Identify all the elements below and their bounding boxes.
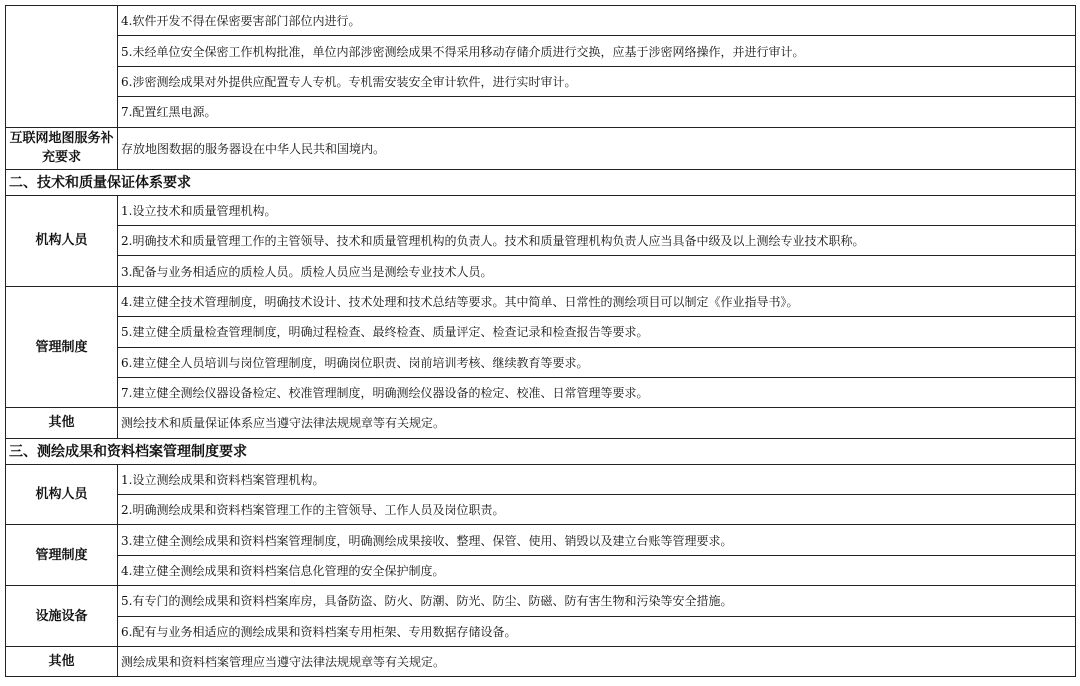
internet-map-text: 存放地图数据的服务器设在中华人民共和国境内。	[118, 127, 1076, 169]
table-row: 1.设立测绘成果和资料档案管理机构。	[118, 464, 1076, 494]
table-row: 6.建立健全人员培训与岗位管理制度，明确岗位职责、岗前培训考核、继续教育等要求。	[118, 347, 1076, 377]
table-row: 7.建立健全测绘仪器设备检定、校准管理制度，明确测绘仪器设备的检定、校准、日常管理等要求。	[118, 377, 1076, 407]
facility-label: 设施设备	[6, 586, 118, 647]
org-label: 机构人员	[6, 464, 118, 525]
table-row: 2.明确测绘成果和资料档案管理工作的主管领导、工作人员及岗位职责。	[118, 495, 1076, 525]
table-row: 5.有专门的测绘成果和资料档案库房，具备防盗、防火、防潮、防光、防尘、防磁、防有害生物和污染等安全措施。	[118, 586, 1076, 616]
table-row: 7.配置红黑电源。	[118, 97, 1076, 127]
empty-label-cell	[6, 6, 118, 128]
requirements-table	[5, 5, 1076, 677]
table-row: 2.明确技术和质量管理工作的主管领导、技术和质量管理机构的负责人。技术和质量管理机构负责人应当具备中级及以上测绘专业技术职称。	[118, 225, 1076, 255]
other-label: 其他	[6, 408, 118, 438]
table-row: 4.软件开发不得在保密要害部门部位内进行。	[118, 6, 1076, 36]
mgmt-label: 管理制度	[6, 525, 118, 586]
table-row: 4.建立健全测绘成果和资料档案信息化管理的安全保护制度。	[118, 555, 1076, 585]
table-row: 6.涉密测绘成果对外提供应配置专人专机。专机需安装安全审计软件，进行实时审计。	[118, 66, 1076, 96]
table-row: 3.建立健全测绘成果和资料档案管理制度，明确测绘成果接收、整理、保管、使用、销毁以及建立台账等管理要求。	[118, 525, 1076, 555]
org-label: 机构人员	[6, 195, 118, 286]
table-row: 5.未经单位安全保密工作机构批准，单位内部涉密测绘成果不得采用移动存储介质进行交换，应基于涉密网络操作，并进行审计。	[118, 36, 1076, 66]
table-row: 1.设立技术和质量管理机构。	[118, 195, 1076, 225]
table-row: 5.建立健全质量检查管理制度，明确过程检查、最终检查、质量评定、检查记录和检查报告等要求。	[118, 317, 1076, 347]
mgmt-label: 管理制度	[6, 286, 118, 408]
table-row: 6.配有与业务相适应的测绘成果和资料档案专用柜架、专用数据存储设备。	[118, 616, 1076, 646]
table-row: 3.配备与业务相适应的质检人员。质检人员应当是测绘专业技术人员。	[118, 256, 1076, 286]
table-row: 测绘成果和资料档案管理应当遵守法律法规规章等有关规定。	[118, 647, 1076, 677]
section-title: 三、测绘成果和资料档案管理制度要求	[6, 438, 1076, 464]
table-row: 测绘技术和质量保证体系应当遵守法律法规规章等有关规定。	[118, 408, 1076, 438]
table-row: 4.建立健全技术管理制度，明确技术设计、技术处理和技术总结等要求。其中简单、日常性的测绘项目可以制定《作业指导书》。	[118, 286, 1076, 316]
internet-map-label: 互联网地图服务补充要求	[6, 127, 118, 169]
section-title: 二、技术和质量保证体系要求	[6, 169, 1076, 195]
other-label: 其他	[6, 647, 118, 677]
